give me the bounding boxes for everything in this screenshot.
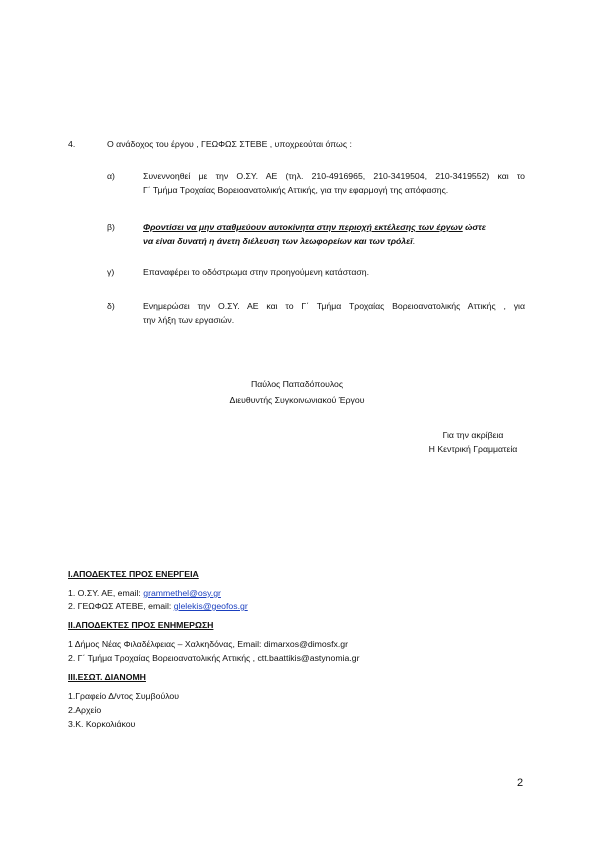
signatory-title: Διευθυντής Συγκοινωνιακού Έργου [229,395,365,405]
info-recipient-2: 2. Γ΄ Τμήμα Τροχαίας Βορειοανατολικής Αττικής , ctt.baattikis@astynomia.gr [68,653,360,663]
subitem-b-underlined-text: Φροντίσει να μην σταθμεύουν αυτοκίνητα στην περιοχή εκτέλεσης των έργων [143,222,463,232]
signatory-name: Παύλος Παπαδόπουλος [250,379,344,389]
email-link-geofos[interactable]: glelekis@geofos.gr [173,601,248,611]
subitem-a-line1: Συνεννοηθεί με την Ο.ΣΥ. ΑΕ (τηλ. 210-4916965, 210-3419504, 210-3419552) και το [143,171,525,181]
action-recipient-1-text: 1. Ο.ΣΥ. ΑΕ, email: [68,588,144,598]
item-intro: Ο ανάδοχος του έργου , ΓΕΩΦΩΣ ΣΤΕΒΕ , υποχρεούται όπως : [107,139,352,149]
action-recipient-1 [68,587,221,599]
item-number: 4. [68,139,76,149]
internal-item-2: 2.Αρχείο [68,705,102,715]
internal-item-1: 1.Γραφείο Δ/ντος Συμβούλου [68,691,179,701]
subitem-b-line2-period: . [412,236,416,246]
subitem-letter-d: δ) [107,301,115,311]
certification-line1: Για την ακρίβεια [442,430,504,440]
certification-line2: Η Κεντρική Γραμματεία [428,444,518,454]
action-recipient-2 [68,600,248,612]
subitem-letter-b: β) [107,222,115,232]
subitem-c-line1: Επαναφέρει το οδόστρωμα στην προηγούμενη κατάσταση. [143,267,369,277]
page-number: 2 [517,777,524,789]
internal-distribution-heading: ΙΙΙ.ΕΣΩΤ. ΔΙΑΝΟΜΗ [68,672,146,682]
subitem-a-line2: Γ΄ Τμήμα Τροχαίας Βορειοανατολικής Αττικής, για την εφαρμογή της απόφασης. [143,185,449,195]
subitem-d-line1: Ενημερώσει την Ο.ΣΥ. ΑΕ και το Γ΄ Τμήμα Τροχαίας Βορειοανατολικής Αττικής , για [143,301,525,311]
subitem-b-rest-text: ώστε [462,222,486,232]
subitem-d-line2: την λήξη των εργασιών. [143,315,235,325]
email-link-osy[interactable]: grammethel@osy.gr [143,588,221,598]
action-recipients-heading: Ι.ΑΠΟΔΕΚΤΕΣ ΠΡΟΣ ΕΝΕΡΓΕΙΑ [68,569,199,579]
action-recipient-2-text: 2. ΓΕΩΦΩΣ ΑΤΕΒΕ, email: [68,601,174,611]
subitem-letter-c: γ) [107,267,115,277]
subitem-b-line2-text: να είναι δυνατή η άνετη διέλευση των λεωφορείων και των τρόλεϊ [143,236,413,246]
internal-item-3: 3.Κ. Κορκολιάκου [68,719,136,729]
info-recipient-1: 1 Δήμος Νέας Φιλαδέλφειας – Χαλκηδόνας, Email: dimarxos@dimosfx.gr [68,639,348,649]
subitem-letter-a: α) [107,171,115,181]
info-recipients-heading: ΙΙ.ΑΠΟΔΕΚΤΕΣ ΠΡΟΣ ΕΝΗΜΕΡΩΣΗ [68,620,214,630]
subitem-b-line2 [143,235,415,247]
subitem-b-line1 [143,221,486,233]
